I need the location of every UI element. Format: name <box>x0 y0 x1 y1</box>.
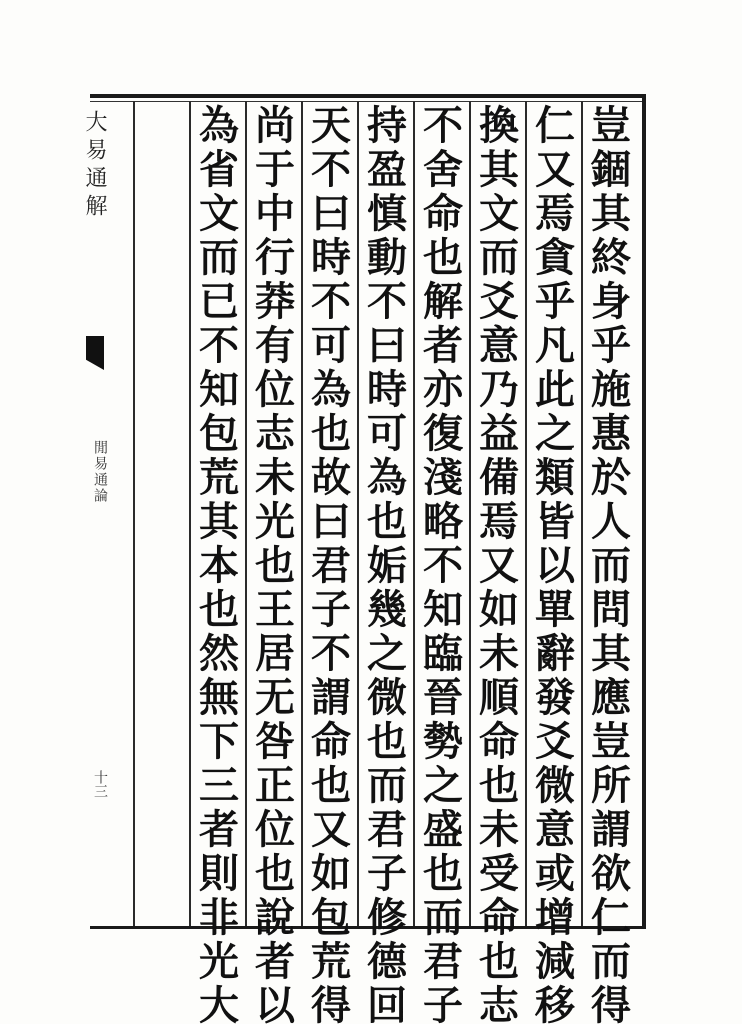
character: 可 <box>367 410 407 457</box>
character: 類 <box>535 454 575 501</box>
column-divider <box>133 101 135 926</box>
character: 曰 <box>367 322 407 369</box>
character: 爻 <box>479 278 519 325</box>
character: 又 <box>311 806 351 853</box>
character: 或 <box>535 850 575 897</box>
text-column <box>530 102 580 1029</box>
character: 本 <box>199 542 239 589</box>
character: 得 <box>311 982 351 1029</box>
character: 其 <box>591 190 631 237</box>
character: 君 <box>423 938 463 985</box>
column-divider <box>413 101 415 926</box>
character: 而 <box>591 938 631 985</box>
character: 行 <box>255 234 295 281</box>
character: 省 <box>199 146 239 193</box>
character: 身 <box>591 278 631 325</box>
text-column <box>250 102 300 1029</box>
character: 說 <box>255 894 295 941</box>
character: 凡 <box>535 322 575 369</box>
character: 王 <box>255 586 295 633</box>
character: 志 <box>255 410 295 457</box>
character: 則 <box>199 850 239 897</box>
character: 也 <box>199 586 239 633</box>
character: 問 <box>591 586 631 633</box>
character: 之 <box>535 410 575 457</box>
character: 正 <box>255 762 295 809</box>
character: 晉 <box>423 674 463 721</box>
character: 仁 <box>535 102 575 149</box>
character: 備 <box>479 454 519 501</box>
character: 也 <box>367 498 407 545</box>
character: 曰 <box>311 190 351 237</box>
character: 而 <box>423 894 463 941</box>
character: 姤 <box>367 542 407 589</box>
character: 曰 <box>311 498 351 545</box>
character: 光 <box>255 498 295 545</box>
character: 謂 <box>311 674 351 721</box>
character: 豈 <box>591 102 631 149</box>
character: 發 <box>535 674 575 721</box>
character: 其 <box>199 498 239 545</box>
column-divider <box>525 101 527 926</box>
character: 其 <box>479 146 519 193</box>
character: 又 <box>479 542 519 589</box>
character: 也 <box>423 234 463 281</box>
character: 如 <box>479 586 519 633</box>
character: 意 <box>535 806 575 853</box>
character: 位 <box>255 806 295 853</box>
character: 貪 <box>535 234 575 281</box>
character: 知 <box>423 586 463 633</box>
character: 微 <box>367 674 407 721</box>
character: 不 <box>423 542 463 589</box>
character: 又 <box>535 146 575 193</box>
character: 焉 <box>535 190 575 237</box>
character: 乎 <box>535 278 575 325</box>
character: 不 <box>311 278 351 325</box>
character: 皆 <box>535 498 575 545</box>
character: 所 <box>591 762 631 809</box>
character: 也 <box>479 762 519 809</box>
character: 而 <box>591 542 631 589</box>
column-divider <box>301 101 303 926</box>
character: 為 <box>311 366 351 413</box>
character: 時 <box>311 234 351 281</box>
character: 未 <box>479 806 519 853</box>
character: 錮 <box>591 146 631 193</box>
character: 不 <box>367 278 407 325</box>
character: 以 <box>535 542 575 589</box>
character: 有 <box>255 322 295 369</box>
character: 不 <box>311 630 351 677</box>
character: 而 <box>479 234 519 281</box>
character: 舍 <box>423 146 463 193</box>
margin-title: 大易通解 <box>82 110 107 222</box>
character: 未 <box>479 630 519 677</box>
character: 益 <box>479 410 519 457</box>
character: 也 <box>255 542 295 589</box>
character: 知 <box>199 366 239 413</box>
character: 故 <box>311 454 351 501</box>
character: 為 <box>199 102 239 149</box>
character: 荒 <box>199 454 239 501</box>
character: 爻 <box>535 718 575 765</box>
character: 光 <box>199 938 239 985</box>
character: 命 <box>479 718 519 765</box>
character: 者 <box>255 938 295 985</box>
character: 乃 <box>479 366 519 413</box>
character: 君 <box>367 806 407 853</box>
character: 三 <box>199 762 239 809</box>
character: 移 <box>535 982 575 1029</box>
character: 荒 <box>311 938 351 985</box>
page-margin <box>82 101 112 926</box>
character: 命 <box>479 894 519 941</box>
character: 包 <box>311 894 351 941</box>
character: 莽 <box>255 278 295 325</box>
character: 謂 <box>591 806 631 853</box>
character: 焉 <box>479 498 519 545</box>
character: 而 <box>199 234 239 281</box>
text-column <box>194 102 244 1029</box>
character: 持 <box>367 102 407 149</box>
character: 而 <box>367 762 407 809</box>
character: 其 <box>591 630 631 677</box>
character: 減 <box>535 938 575 985</box>
character: 也 <box>311 410 351 457</box>
character: 已 <box>199 278 239 325</box>
character: 不 <box>199 322 239 369</box>
text-column <box>418 102 468 1029</box>
character: 受 <box>479 850 519 897</box>
character: 位 <box>255 366 295 413</box>
character: 也 <box>423 850 463 897</box>
character: 臨 <box>423 630 463 677</box>
character: 施 <box>591 366 631 413</box>
character: 亦 <box>423 366 463 413</box>
character: 子 <box>311 586 351 633</box>
margin-book-title: 閒易通論 <box>92 440 108 504</box>
character: 中 <box>255 190 295 237</box>
character: 如 <box>311 850 351 897</box>
character: 命 <box>423 190 463 237</box>
character: 志 <box>479 982 519 1029</box>
character: 復 <box>423 410 463 457</box>
character: 為 <box>367 454 407 501</box>
character: 德 <box>367 938 407 985</box>
character: 微 <box>535 762 575 809</box>
character: 終 <box>591 234 631 281</box>
character: 不 <box>311 146 351 193</box>
text-column <box>362 102 412 1029</box>
character: 意 <box>479 322 519 369</box>
character: 幾 <box>367 586 407 633</box>
text-column <box>306 102 356 1029</box>
character: 可 <box>311 322 351 369</box>
character: 欲 <box>591 850 631 897</box>
character: 以 <box>255 982 295 1029</box>
character: 尚 <box>255 102 295 149</box>
character: 乎 <box>591 322 631 369</box>
character: 盈 <box>367 146 407 193</box>
character: 居 <box>255 630 295 677</box>
character: 此 <box>535 366 575 413</box>
character: 略 <box>423 498 463 545</box>
character: 之 <box>367 630 407 677</box>
character: 下 <box>199 718 239 765</box>
character: 盛 <box>423 806 463 853</box>
character: 大 <box>199 982 239 1029</box>
character: 于 <box>255 146 295 193</box>
character: 惠 <box>591 410 631 457</box>
character: 命 <box>311 718 351 765</box>
character: 辭 <box>535 630 575 677</box>
character: 也 <box>255 850 295 897</box>
text-column <box>474 102 524 1029</box>
character: 文 <box>199 190 239 237</box>
character: 非 <box>199 894 239 941</box>
column-divider <box>189 101 191 926</box>
character: 時 <box>367 366 407 413</box>
character: 於 <box>591 454 631 501</box>
character: 解 <box>423 278 463 325</box>
character: 然 <box>199 630 239 677</box>
character: 也 <box>311 762 351 809</box>
character: 天 <box>311 102 351 149</box>
character: 應 <box>591 674 631 721</box>
character: 得 <box>591 982 631 1029</box>
column-divider <box>581 101 583 926</box>
character: 豈 <box>591 718 631 765</box>
character: 單 <box>535 586 575 633</box>
character: 仁 <box>591 894 631 941</box>
character: 增 <box>535 894 575 941</box>
frame-top-border <box>90 94 646 98</box>
character: 人 <box>591 498 631 545</box>
character: 回 <box>367 982 407 1029</box>
character: 修 <box>367 894 407 941</box>
character: 无 <box>255 674 295 721</box>
text-column <box>586 102 636 1029</box>
character: 子 <box>423 982 463 1029</box>
character: 勢 <box>423 718 463 765</box>
character: 未 <box>255 454 295 501</box>
character: 換 <box>479 102 519 149</box>
character: 淺 <box>423 454 463 501</box>
column-divider <box>469 101 471 926</box>
character: 咎 <box>255 718 295 765</box>
character: 包 <box>199 410 239 457</box>
margin-page-number: 十三 <box>92 770 108 798</box>
character: 者 <box>199 806 239 853</box>
character: 子 <box>367 850 407 897</box>
character: 順 <box>479 674 519 721</box>
character: 者 <box>423 322 463 369</box>
character: 之 <box>423 762 463 809</box>
character: 也 <box>479 938 519 985</box>
character: 也 <box>367 718 407 765</box>
character: 君 <box>311 542 351 589</box>
column-divider <box>357 101 359 926</box>
character: 文 <box>479 190 519 237</box>
column-divider <box>245 101 247 926</box>
character: 動 <box>367 234 407 281</box>
character: 不 <box>423 102 463 149</box>
character: 無 <box>199 674 239 721</box>
character: 慎 <box>367 190 407 237</box>
frame-right-border <box>642 94 646 929</box>
